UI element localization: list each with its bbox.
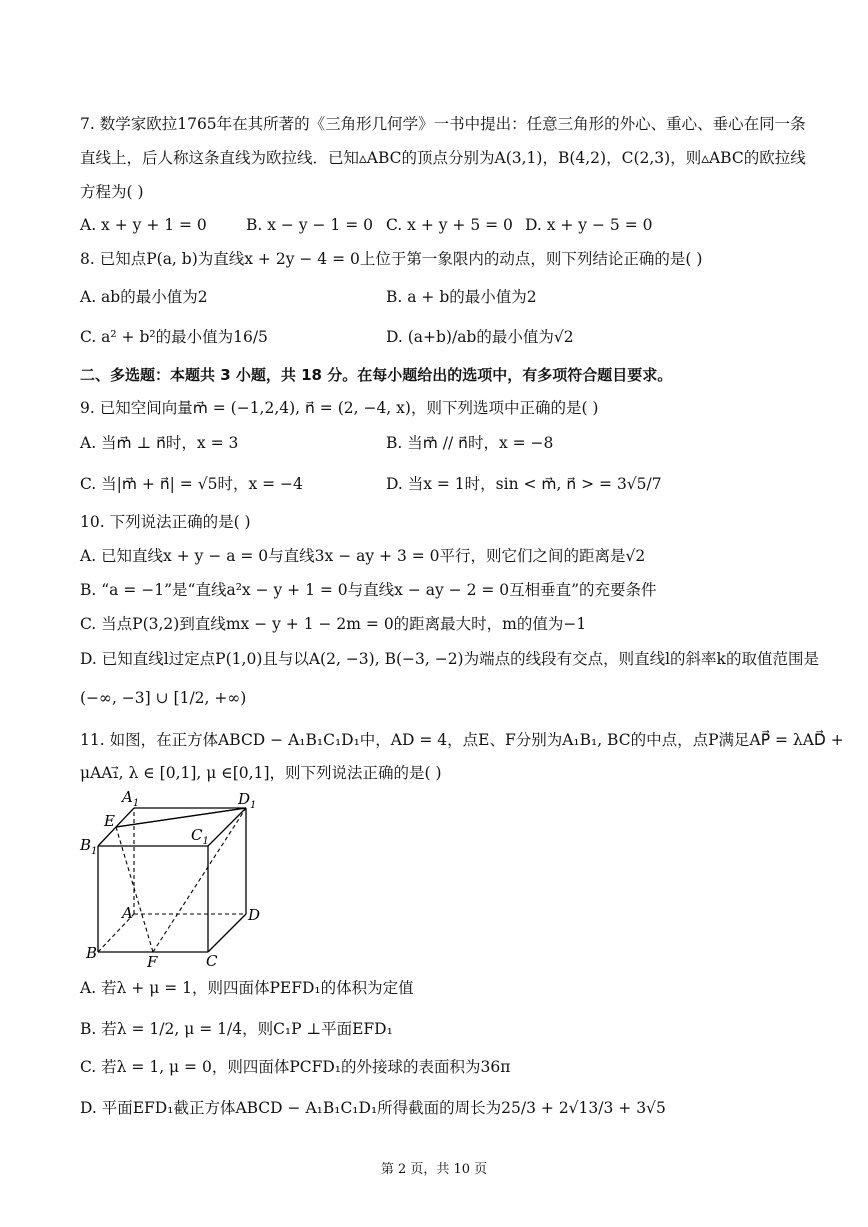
label-b: B — [86, 944, 98, 962]
q8-option-d: D. (a+b)/ab的最小值为√2 — [386, 328, 574, 346]
q10-stem: 10. 下列说法正确的是( ) — [80, 513, 251, 531]
q9-option-a: A. 当m⃗ ⊥ n⃗时，x = 3 — [80, 434, 239, 452]
q8-option-c: C. a² + b²的最小值为16/5 — [80, 328, 268, 346]
label-e: E — [104, 812, 115, 830]
q7-option-a: A. x + y + 1 = 0 — [80, 216, 207, 234]
cube-figure — [76, 786, 276, 971]
q11-option-b: B. 若λ = 1/2, μ = 1/4，则C₁P ⊥平面EFD₁ — [80, 1020, 393, 1038]
q8-option-a: A. ab的最小值为2 — [80, 288, 208, 306]
q7-stem-line1: 7. 数学家欧拉1765年在其所著的《三角形几何学》一书中提出：任意三角形的外心、重心、垂心在同一条 — [80, 115, 806, 133]
label-c1: $C_1$ — [191, 826, 209, 847]
q7-stem-line2: 直线上，后人称这条直线为欧拉线．已知▵ABC的顶点分别为A(3,1)，B(4,2)，C(2,3)，则▵ABC的欧拉线 — [80, 149, 806, 167]
label-b1: $B_1$ — [80, 836, 98, 857]
label-a1: $A_1$ — [122, 788, 140, 809]
section-2-heading: 二、多选题：本题共 3 小题，共 18 分。在每小题给出的选项中，有多项符合题目要求。 — [80, 366, 673, 384]
q7-stem-line3: 方程为( ) — [80, 183, 144, 201]
label-a: A — [122, 904, 133, 922]
q10-option-d-line2: (−∞, −3] ∪ [1/2, +∞) — [80, 689, 247, 707]
label-f: F — [147, 953, 158, 971]
q8-stem: 8. 已知点P(a, b)为直线x + 2y − 4 = 0上位于第一象限内的动点，则下列结论正确的是( ) — [80, 250, 703, 268]
page-footer: 第 2 页，共 10 页 — [380, 1162, 488, 1177]
q7-option-c: C. x + y + 5 = 0 — [386, 216, 513, 234]
q11-stem-line2: μAA₁⃗, λ ∈ [0,1], μ ∈[0,1]，则下列说法正确的是( ) — [80, 764, 442, 782]
q11-option-d: D. 平面EFD₁截正方体ABCD − A₁B₁C₁D₁所得截面的周长为25/3 + 2√13/3 + 3√5 — [80, 1099, 666, 1117]
q7-option-d: D. x + y − 5 = 0 — [525, 216, 653, 234]
q8-option-b: B. a + b的最小值为2 — [386, 288, 537, 306]
q11-option-c: C. 若λ = 1, μ = 0，则四面体PCFD₁的外接球的表面积为36π — [80, 1058, 511, 1076]
q10-option-b: B. “a = −1”是“直线a²x − y + 1 = 0与直线x − ay − 2 = 0互相垂直”的充要条件 — [80, 581, 657, 599]
edge-c-d — [208, 914, 246, 952]
q11-option-a: A. 若λ + μ = 1，则四面体PEFD₁的体积为定值 — [80, 979, 414, 997]
edge-c1-d1 — [208, 808, 246, 846]
label-d: D — [248, 906, 261, 924]
label-d1: $D_1$ — [238, 790, 257, 811]
q10-option-c: C. 当点P(3,2)到直线mx − y + 1 − 2m = 0的距离最大时，m的值为−1 — [80, 615, 587, 633]
label-c: C — [206, 952, 218, 970]
q10-option-d-line1: D. 已知直线l过定点P(1,0)且与以A(2, −3), B(−3, −2)为端点的线段有交点，则直线l的斜率k的取值范围是 — [80, 650, 819, 668]
q9-option-b: B. 当m⃗ // n⃗时，x = −8 — [386, 434, 554, 452]
segment-e-d1-b — [116, 808, 246, 827]
q9-option-c: C. 当|m⃗ + n⃗| = √5时，x = −4 — [80, 475, 303, 493]
q11-stem-line1: 11. 如图，在正方体ABCD − A₁B₁C₁D₁中，AD = 4，点E、F分别为A₁B₁, BC的中点，点P满足AP⃗ = λAD⃗ + — [80, 731, 844, 749]
q9-stem: 9. 已知空间向量m⃗ = (−1,2,4), n⃗ = (2, −4, x)，则下列选项中正确的是( ) — [80, 399, 599, 417]
q9-option-d: D. 当x = 1时，sin < m⃗, n⃗ > = 3√5/7 — [386, 475, 662, 493]
q7-option-b: B. x − y − 1 = 0 — [246, 216, 373, 234]
q10-option-a: A. 已知直线x + y − a = 0与直线3x − ay + 3 = 0平行，则它们之间的距离是√2 — [80, 547, 646, 565]
